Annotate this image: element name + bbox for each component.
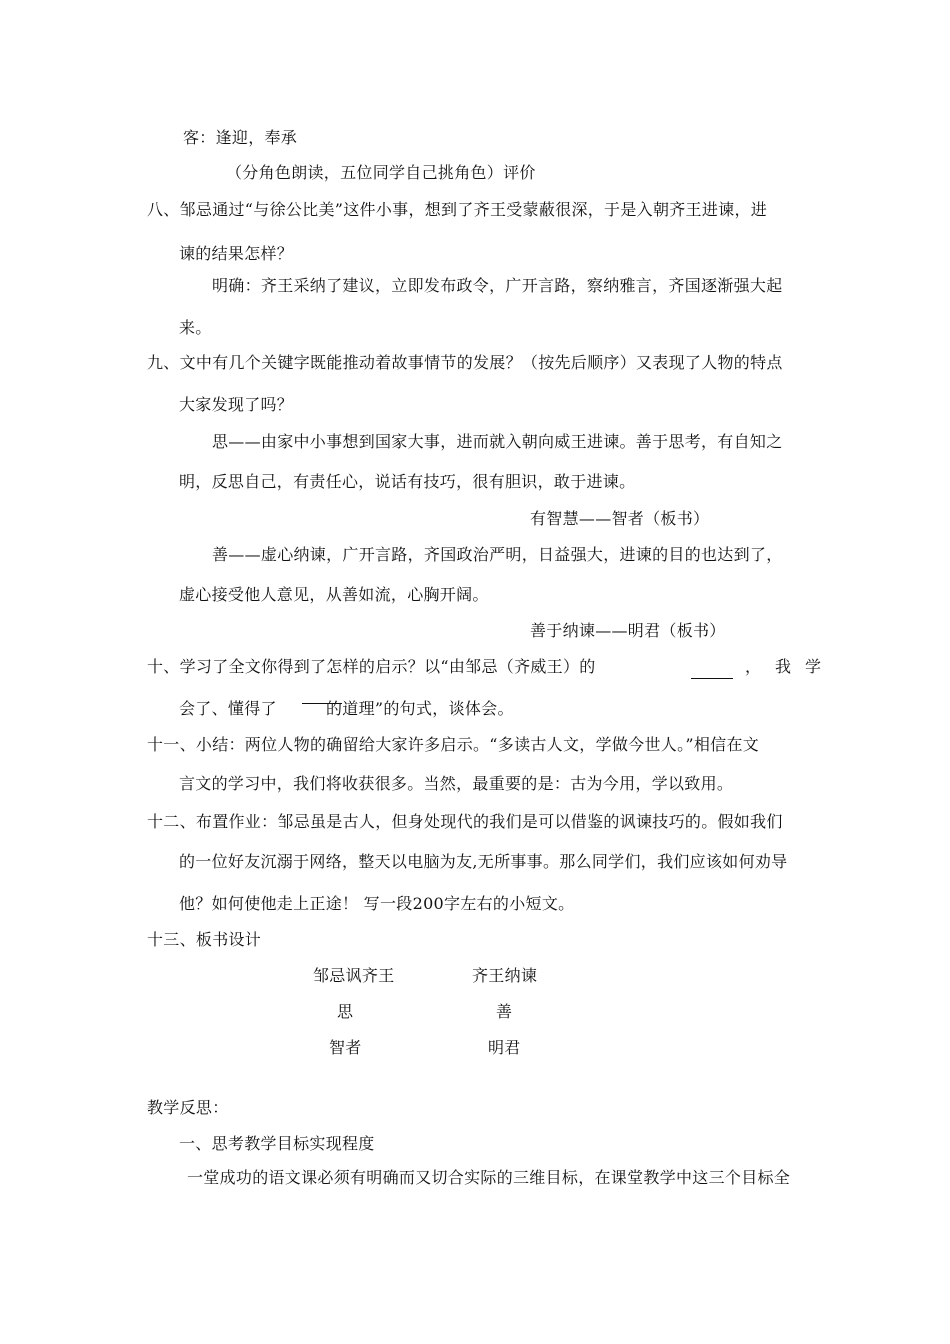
section-13-heading: 十三、板书设计 xyxy=(147,930,262,949)
section-9-shan: 善——虚心纳谏，广开言路，齐国政治严明，日益强大，进谏的目的也达到了， xyxy=(212,545,783,564)
section-9-si-cont: 明，反思自己，有责任心，说话有技巧，很有胆识，敢于进谏。 xyxy=(179,472,636,491)
board-left-key: 思 xyxy=(337,1002,354,1021)
vocab-note: 客：逢迎，奉承 xyxy=(183,128,298,147)
reading-instruction: （分角色朗读，五位同学自己挑角色）评价 xyxy=(226,163,536,182)
board-right-result: 明君 xyxy=(488,1038,521,1057)
section-8-heading: 八、邹忌通过“与徐公比美”这件小事，想到了齐王受蒙蔽很深，于是入朝齐王进谏，进 xyxy=(147,200,768,219)
section-12-heading: 十二、布置作业：邹忌虽是古人，但身处现代的我们是可以借鉴的讽谏技巧的。假如我们 xyxy=(147,812,783,831)
section-9-shan-cont: 虚心接受他人意见，从善如流，心胸开阔。 xyxy=(179,585,489,604)
section-10-heading: 十、学习了全文你得到了怎样的启示？以“由邹忌（齐威王）的 xyxy=(147,657,596,676)
board-right-key: 善 xyxy=(496,1002,513,1021)
section-8-answer: 明确：齐王采纳了建议，立即发布政令，广开言路，察纳雅言，齐国逐渐强大起 xyxy=(212,276,783,295)
board-left-result: 智者 xyxy=(329,1038,362,1057)
reflection-title: 教学反思： xyxy=(147,1098,229,1117)
section-9-heading: 九、文中有几个关键字既能推动着故事情节的发展？（按先后顺序）又表现了人物的特点 xyxy=(147,353,783,372)
section-12-line: 的一位好友沉溺于网络，整天以电脑为友,无所事事。那么同学们，我们应该如何劝导 xyxy=(179,852,788,871)
section-10-line-a: 会了、懂得了 xyxy=(179,699,277,718)
board-left-title: 邹忌讽齐王 xyxy=(313,966,395,985)
board-note-wise-ruler: 善于纳谏——明君（板书） xyxy=(530,621,726,640)
section-12-line-end: 他？如何使他走上正途！ 写一段200字左右的小短文。 xyxy=(179,894,575,913)
section-8-answer-end: 来。 xyxy=(179,318,212,337)
section-10-tail: ，我学 xyxy=(745,657,836,676)
section-10-line-b: 的道理”的句式，谈体会。 xyxy=(326,699,514,718)
board-note-wise: 有智慧——智者（板书） xyxy=(530,509,710,528)
board-right-title: 齐王纳谏 xyxy=(472,966,538,985)
reflection-body: 一堂成功的语文课必须有明确而又切合实际的三维目标，在课堂教学中这三个目标全 xyxy=(187,1168,791,1187)
reflection-point-1: 一、思考教学目标实现程度 xyxy=(179,1134,375,1153)
section-8-line: 谏的结果怎样？ xyxy=(179,244,294,263)
section-11-line: 言文的学习中，我们将收获很多。当然，最重要的是：古为今用，学以致用。 xyxy=(179,774,734,793)
fill-in-blank xyxy=(691,678,733,679)
section-11-heading: 十一、小结：两位人物的确留给大家许多启示。“多读古人文，学做今世人。”相信在文 xyxy=(147,735,760,754)
section-9-line: 大家发现了吗？ xyxy=(179,395,294,414)
section-9-si: 思——由家中小事想到国家大事，进而就入朝向威王进谏。善于思考，有自知之 xyxy=(212,432,783,451)
